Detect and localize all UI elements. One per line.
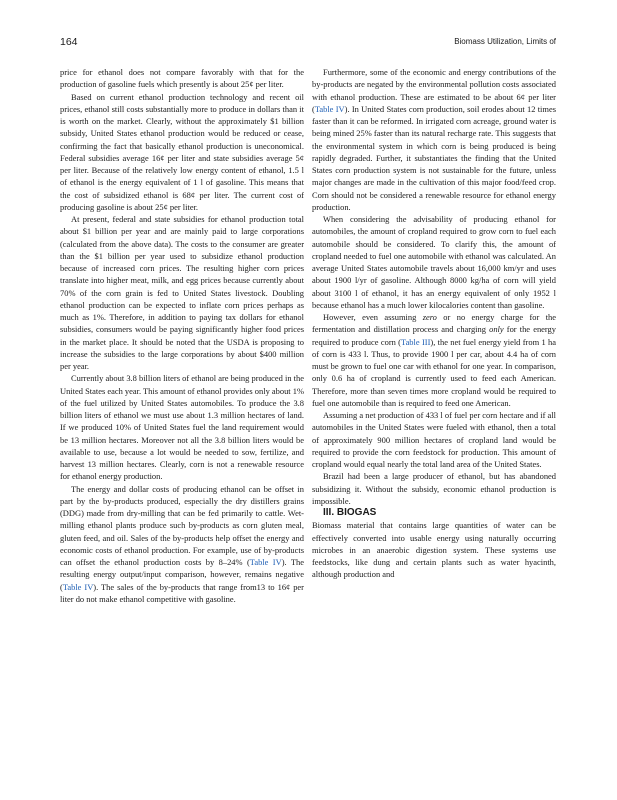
- paragraph: Brazil had been a large producer of ethanol, but has abandoned subsidizing it. Without the subsidy, economic ethanol production is impossible.: [312, 471, 556, 506]
- text-run: for the energy required to produce corn (: [312, 324, 556, 347]
- paragraph: [60, 483, 304, 606]
- page-number: 164: [60, 36, 78, 48]
- text-run: Furthermore, some of the economic and energy contributions of the by-products are negated by the environmental pollution costs associated with ethanol production. These are estimated to be about 6¢ per liter (: [312, 67, 556, 114]
- text-run: ). The sales of the by-products that range from13 to 16¢ per liter do not make ethanol competitive with gasoline.: [60, 581, 304, 604]
- text-run: ). The resulting energy output/input comparison, however, remains negative (: [60, 557, 304, 592]
- emphasis: only: [489, 324, 504, 335]
- paragraph: Based on current ethanol production technology and recent oil prices, ethanol still costs substantially more to produce in dollars than it is worth on the market. Clearly, without the approximately $1 billion subsidy, United States ethanol production would be reduced or cease, confirming the fact that basically ethanol production is uneconomical. Federal subsidies average 16¢ per liter and state subsidies average 5¢ per liter. Because of the relatively low energy content of ethanol, 1.5 l of ethanol is the energy equivalent of 1 l of gasoline. This means that the cost of subsidized ethanol is 68¢ per liter. The current cost of producing gasoline is about 25¢ per liter.: [60, 91, 304, 212]
- paragraph: Biomass material that contains large quantities of water can be effectively converted into usable energy using naturally occurring microbes in an anaerobic digestion system. These systems use feedstocks, like dung and certain plants such as water hyacinth, although production and: [312, 520, 556, 580]
- text-run: The energy and dollar costs of producing ethanol can be offset in part by the by-products produced, especially the dry distillers grains (DDG) made from dry-milling that can be fed primarily to cattle. Wet-milling ethanol plants produce such by-products as corn gluten meal, gluten feed, and oil. Sales of the by-products help offset the energy and economic costs of ethanol production. For example, use of by-products can offset the ethanol production costs by 8–24% (: [60, 483, 304, 567]
- paragraph: At present, federal and state subsidies for ethanol production total about $1 billion per year and are mainly paid to large corporations (calculated from the above data). The costs to the consumer are greater than the $1 billion per year used to subsidize ethanol production because of increased corn prices. The resulting higher corn prices translate into higher meat, milk, and egg prices because currently about 70% of the corn grain is fed to United States livestock. Doubling ethanol production can be expected to inflate corn prices perhaps as much as 1%. Therefore, in addition to paying tax dollars for ethanol subsidies, consumers would be paying significantly higher food prices in the market place. It should be noted that the USDA is proposing to increase the subsidies to the large corporations by about $400 million per year.: [60, 214, 304, 371]
- paragraph: Currently about 3.8 billion liters of ethanol are being produced in the United States each year. This amount of ethanol provides only about 1% of the fuel utilized by United States automobiles. To produce the 3.8 billion liters of ethanol we must use about 1.3 million hectares of land. If we produced 10% of United States fuel the land requirement would be 13 million hectares. Moreover not all the 3.8 billion liters would be available to use, because a lot would be needed to sow, fertilize, and harvest 13 million hectares. Clearly, corn is not a renewable resource for ethanol energy production.: [60, 373, 305, 482]
- table-link[interactable]: Table III: [401, 336, 431, 347]
- text-run: or no energy charge for the fermentation and distillation process and charging: [312, 312, 557, 335]
- paragraph: [312, 66, 556, 213]
- paragraph: [312, 311, 556, 409]
- left-column: [60, 66, 304, 605]
- paragraph: Assuming a net production of 433 l of fuel per corn hectare and if all automobiles in the United States were fueled with ethanol, then a total of approximately 900 million hectares of cropland land would be required to provide the corn feedstock for production. This amount of cropland would equal nearly the total land area of the United States.: [312, 410, 556, 469]
- text-run: However, even assuming: [323, 312, 423, 322]
- right-column: [312, 66, 556, 581]
- table-link[interactable]: Table IV: [314, 103, 345, 114]
- page-header: [60, 36, 556, 50]
- table-link[interactable]: Table IV: [62, 581, 94, 592]
- table-link[interactable]: Table IV: [249, 557, 282, 567]
- running-head: Biomass Utilization, Limits of: [454, 37, 556, 46]
- text-run: ). In United States corn production, soil erodes about 12 times faster than it can be reformed. In irrigated corn acreage, ground water is being mined 25% faster than its natural recharge rate. This suggests that the environmental system in which corn is being produced is being rapidly degraded. Further, it substantiates the finding that the United States corn production system is not sustainable for the future, unless major changes are made in the cultivation of this major food/feed crop. Corn should not be considered a renewable resource for ethanol energy production.: [312, 103, 556, 212]
- emphasis: zero: [422, 312, 437, 322]
- paragraph: price for ethanol does not compare favorably with that for the production of gasoline fuels which presently is about 25¢ per liter.: [60, 67, 304, 90]
- paragraph: When considering the advisability of producing ethanol for automobiles, the amount of cropland required to grow corn to fuel each automobile should be considered. To clarify this, the amount of cropland needed to fuel one automobile with ethanol was calculated. An average United States automobile travels about 16,000 km/yr and uses about 1900 l/yr of gasoline. Although 8000 kg/ha of corn will yield about 3100 l of ethanol, it has an energy equivalent of only 1952 l because ethanol has a much lower kilocalories content than gasoline.: [312, 214, 556, 310]
- section-heading: III. BIOGAS: [323, 507, 377, 518]
- text-run: ), the net fuel energy yield from 1 ha of corn is 433 l. Thus, to provide 1900 l per car, about 4.4 ha of corn must be grown to fuel one car with ethanol for one year. In comparison, only 0.6 ha of cropland is currently used to feed each American. Therefore, more than seven times more cropland would be required to fuel one automobile than is required to feed one American.: [312, 336, 556, 408]
